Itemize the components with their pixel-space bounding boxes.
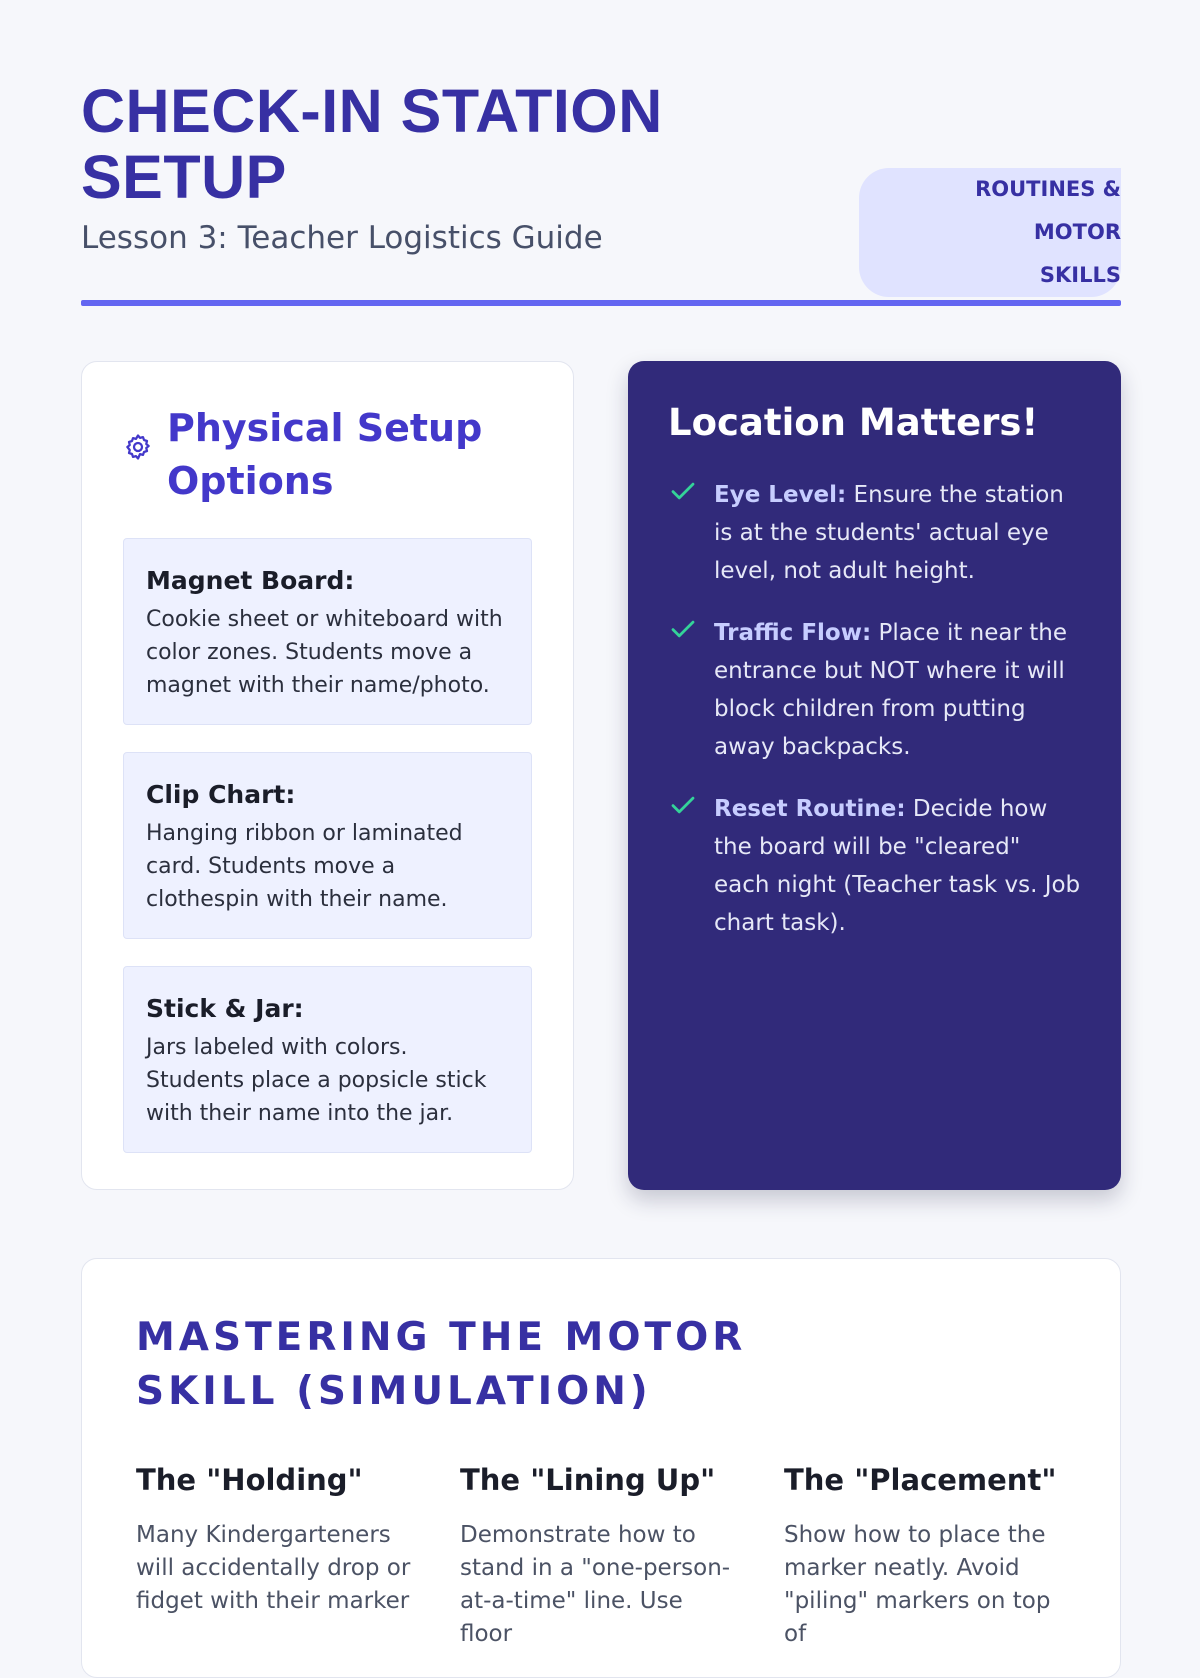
location-item-label: Reset Routine: — [714, 796, 906, 822]
location-item-label: Traffic Flow: — [714, 620, 872, 646]
page-title: CHECK-IN STATION SETUP — [81, 77, 663, 211]
badge-line-1: ROUTINES & MOTOR — [975, 177, 1121, 244]
setup-option-clip-chart — [123, 752, 532, 939]
physical-setup-heading: Physical Setup Options — [167, 406, 483, 503]
option-description: Jars labeled with colors. Students place a popsicle stick with their name into the jar. — [146, 1035, 487, 1126]
location-item-body: Place it near the entrance but NOT where it will block children from putting away backpacks. — [714, 620, 1067, 760]
page-subtitle: Lesson 3: Teacher Logistics Guide — [81, 220, 603, 256]
check-icon — [668, 790, 698, 820]
setup-option-stick-jar — [123, 966, 532, 1153]
motor-skill-lining-up — [460, 1463, 741, 1651]
motor-skill-title: The "Placement" — [784, 1463, 1057, 1497]
location-item-text — [714, 476, 1081, 590]
motor-skill-text: Demonstrate how to stand in a "one-person-at-a-time" line. Use floor — [460, 1522, 731, 1647]
motor-skill-text: Show how to place the marker neatly. Avoid "piling" markers on top of — [784, 1522, 1051, 1647]
gear-icon — [123, 432, 153, 462]
motor-skill-holding — [136, 1463, 417, 1651]
motor-skill-title: The "Lining Up" — [460, 1463, 716, 1497]
page-header — [81, 77, 1121, 287]
location-heading: Location Matters! — [668, 401, 1039, 444]
location-item-reset-routine — [668, 790, 1081, 942]
motor-skill-title: The "Holding" — [136, 1463, 363, 1497]
physical-setup-card — [81, 361, 574, 1190]
location-item-text — [714, 614, 1081, 766]
physical-setup-header — [123, 402, 532, 508]
topic-badge — [859, 168, 1121, 297]
motor-skill-heading: MASTERING THE MOTOR SKILL (SIMULATION) — [136, 1315, 747, 1414]
option-description: Cookie sheet or whiteboard with color zones. Students move a magnet with their name/photo. — [146, 607, 503, 698]
location-item-body: Ensure the station is at the students' actual eye level, not adult height. — [714, 482, 1064, 584]
setup-option-magnet-board — [123, 538, 532, 725]
header-divider — [81, 300, 1121, 306]
location-matters-card — [628, 361, 1121, 1190]
location-item-label: Eye Level: — [714, 482, 847, 508]
motor-skill-text: Many Kindergarteners will accidentally drop or fidget with their marker — [136, 1522, 411, 1614]
motor-skill-columns — [136, 1463, 1066, 1651]
check-icon — [668, 476, 698, 506]
option-name: Magnet Board: — [146, 566, 355, 595]
motor-skill-placement — [784, 1463, 1065, 1651]
option-name: Stick & Jar: — [146, 994, 304, 1023]
location-item-text — [714, 790, 1081, 942]
location-item-traffic-flow — [668, 614, 1081, 766]
check-icon — [668, 614, 698, 644]
badge-line-2: SKILLS — [1039, 263, 1121, 287]
location-item-eye-level — [668, 476, 1081, 590]
location-item-body: Decide how the board will be "cleared" each night (Teacher task vs. Job chart task). — [714, 796, 1081, 936]
motor-skill-card — [81, 1258, 1121, 1678]
option-name: Clip Chart: — [146, 780, 296, 809]
option-description: Hanging ribbon or laminated card. Students move a clothespin with their name. — [146, 821, 463, 912]
